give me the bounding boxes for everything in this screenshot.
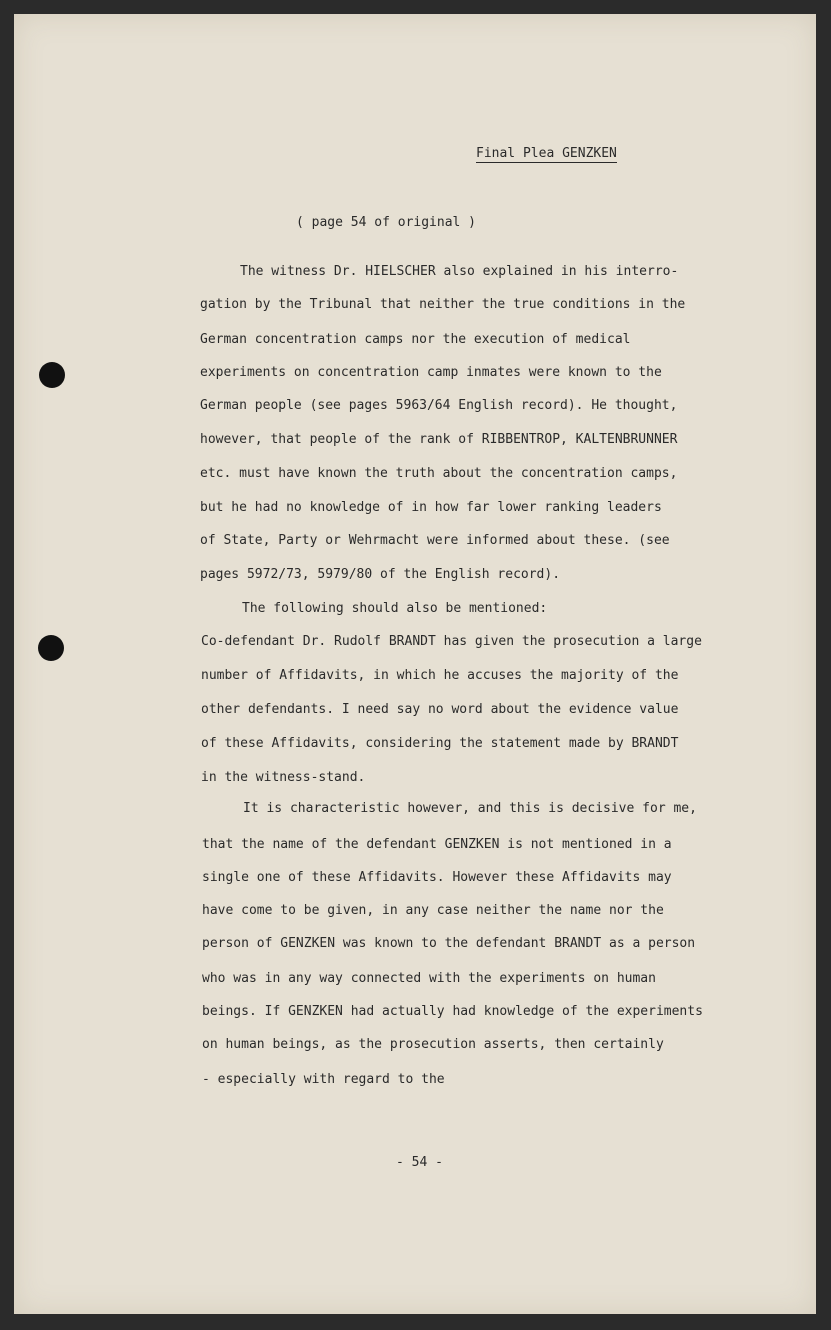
- body-line: beings. If GENZKEN had actually had knowledge of the experiments: [202, 1004, 703, 1019]
- body-line: have come to be given, in any case neither the name nor the: [202, 903, 664, 918]
- page-reference: ( page 54 of original ): [296, 215, 477, 230]
- body-line: The witness Dr. HIELSCHER also explained in his interro-: [240, 264, 679, 279]
- punch-hole: [39, 362, 65, 388]
- body-line: but he had no knowledge of in how far lower ranking leaders: [200, 500, 662, 515]
- paper-sheet: [14, 14, 816, 1314]
- body-line: Co-defendant Dr. Rudolf BRANDT has given the prosecution a large: [201, 634, 702, 649]
- body-line: number of Affidavits, in which he accuses the majority of the: [201, 668, 679, 683]
- page-number: - 54 -: [396, 1155, 443, 1170]
- body-line: German concentration camps nor the execution of medical: [200, 332, 631, 347]
- body-line: however, that people of the rank of RIBBENTROP, KALTENBRUNNER: [200, 432, 678, 447]
- body-line: experiments on concentration camp inmates were known to the: [200, 365, 662, 380]
- body-line: - especially with regard to the: [202, 1072, 445, 1087]
- body-line: German people (see pages 5963/64 English record). He thought,: [200, 398, 678, 413]
- body-line: person of GENZKEN was known to the defendant BRANDT as a person: [202, 936, 696, 951]
- body-line: The following should also be mentioned:: [242, 601, 548, 616]
- body-line: pages 5972/73, 5979/80 of the English record).: [200, 567, 561, 582]
- body-line: that the name of the defendant GENZKEN is not mentioned in a: [202, 837, 672, 852]
- header-title: Final Plea GENZKEN: [476, 146, 617, 161]
- body-line: other defendants. I need say no word about the evidence value: [201, 702, 679, 717]
- body-line: in the witness-stand.: [201, 770, 366, 785]
- body-line: It is characteristic however, and this is decisive for me,: [243, 801, 697, 816]
- body-line: of State, Party or Wehrmacht were informed about these. (see: [200, 533, 670, 548]
- body-line: gation by the Tribunal that neither the true conditions in the: [200, 297, 686, 312]
- punch-hole: [38, 635, 64, 661]
- body-line: of these Affidavits, considering the statement made by BRANDT: [201, 736, 679, 751]
- body-line: on human beings, as the prosecution asserts, then certainly: [202, 1037, 664, 1052]
- body-line: etc. must have known the truth about the concentration camps,: [200, 466, 678, 481]
- body-line: who was in any way connected with the experiments on human: [202, 971, 656, 986]
- body-line: single one of these Affidavits. However these Affidavits may: [202, 870, 672, 885]
